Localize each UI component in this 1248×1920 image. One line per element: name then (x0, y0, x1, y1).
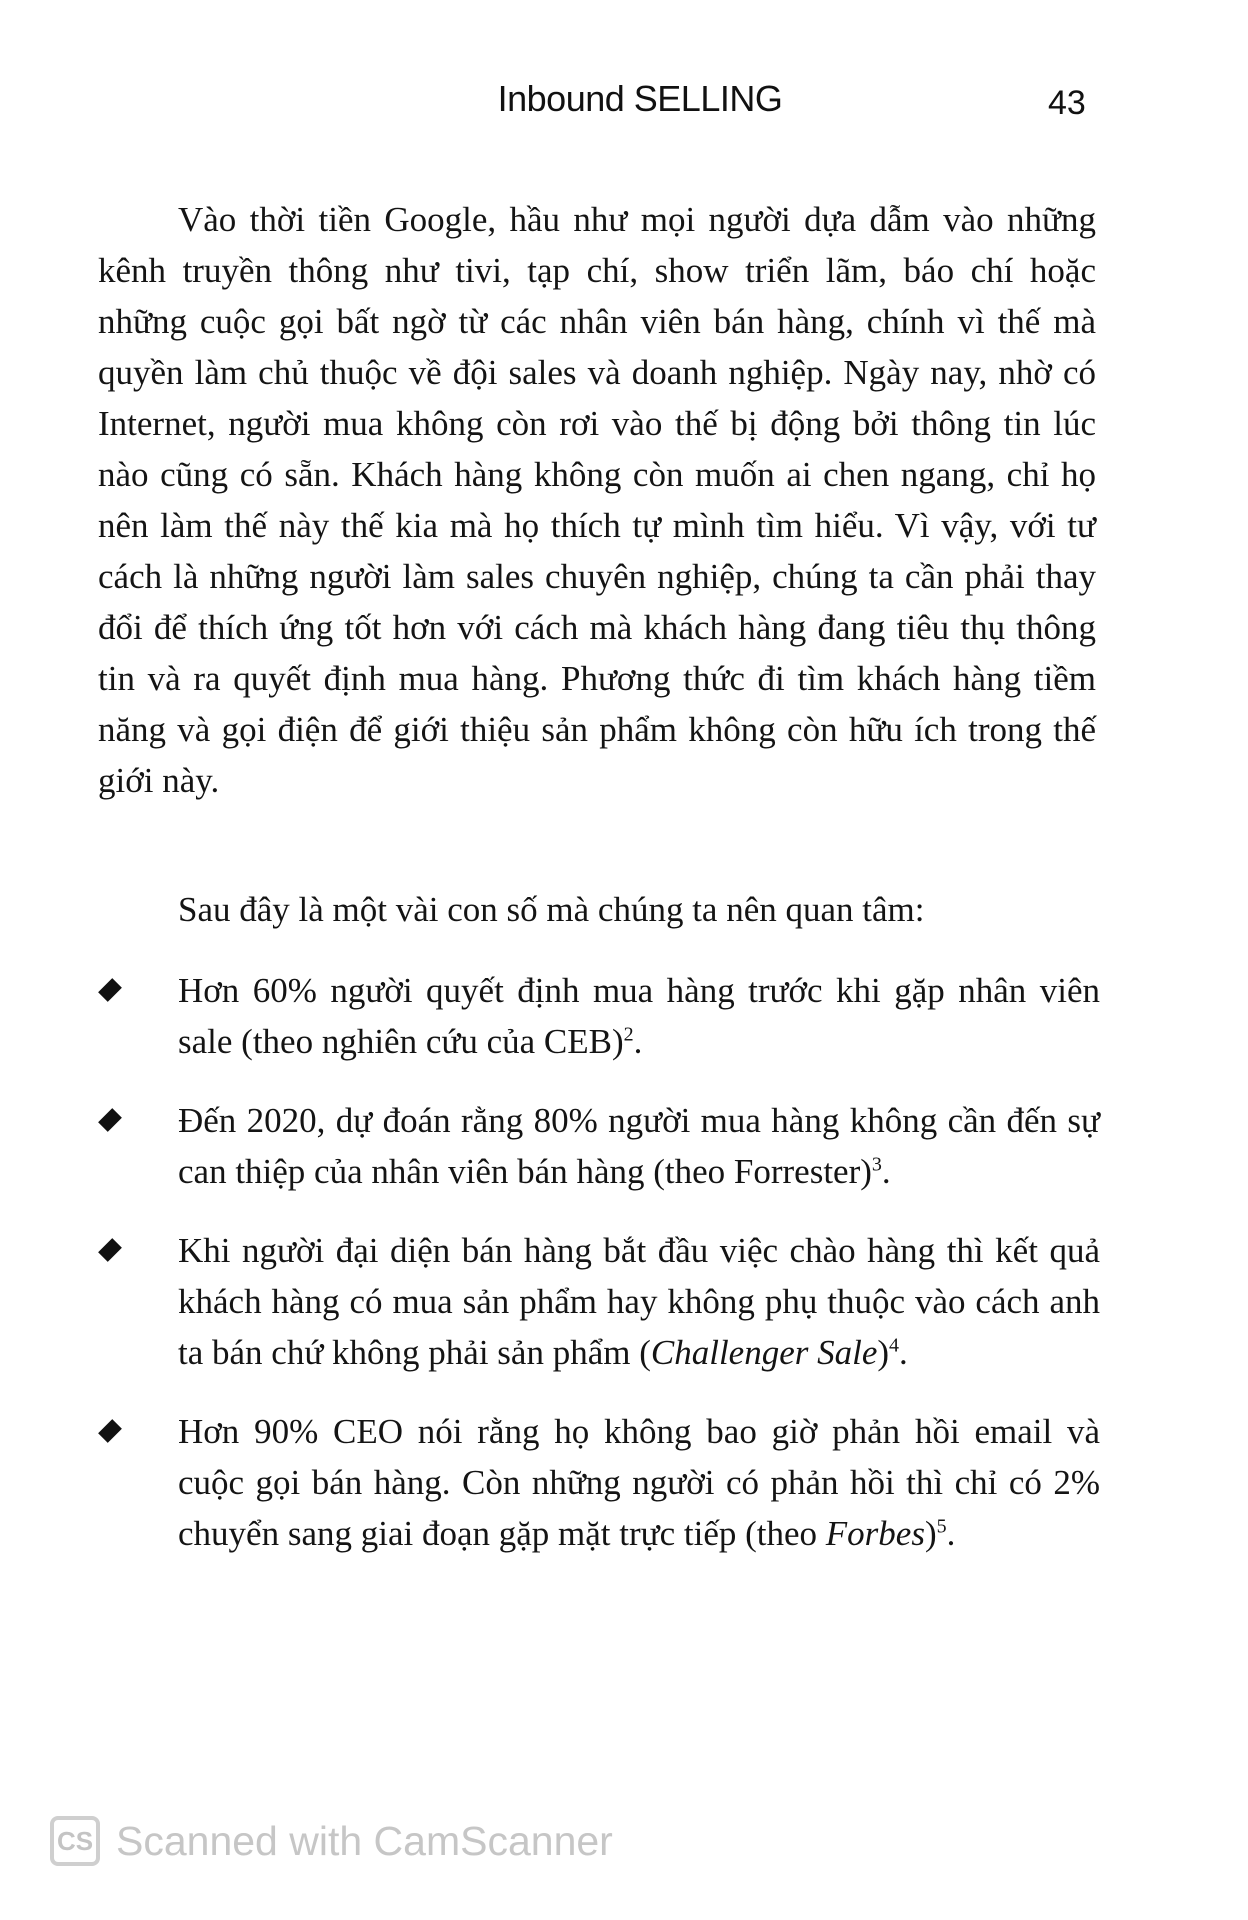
diamond-bullet-icon (98, 1419, 122, 1443)
source-title: Challenger Sale (650, 1333, 878, 1372)
list-item-end: . (899, 1333, 908, 1372)
source-title: Forbes (825, 1514, 925, 1553)
footnote-marker: 3 (871, 1153, 882, 1176)
list-item-end: . (633, 1022, 643, 1061)
list-item-end: . (881, 1152, 891, 1191)
statistics-list (98, 965, 1100, 1587)
running-header-title: Inbound SELLING (497, 78, 783, 119)
footnote-marker: 2 (623, 1023, 634, 1046)
diamond-bullet-icon (98, 1238, 122, 1262)
footnote-marker: 5 (936, 1515, 947, 1538)
closing-paren: ) (924, 1514, 937, 1553)
list-intro-paragraph: Sau đây là một vài con số mà chúng ta nên quan tâm: (178, 890, 925, 929)
list-item-text: Đến 2020, dự đoán rằng 80% người mua hàng không cần đến sự can thiệp của nhân viên bán hàng (theo Forrester) (178, 1101, 1100, 1191)
list-item (98, 965, 1100, 1067)
list-item-text: Hơn 60% người quyết định mua hàng trước khi gặp nhân viên sale (theo nghiên cứu của CEB) (178, 971, 1100, 1061)
list-item (98, 1095, 1100, 1197)
footnote-marker: 4 (889, 1334, 900, 1357)
list-item (98, 1225, 1100, 1378)
diamond-bullet-icon (98, 978, 122, 1002)
camscanner-logo-icon: CS (50, 1816, 100, 1866)
page-number: 43 (1048, 84, 1086, 122)
list-item-text: Khi người đại diện bán hàng bắt đầu việc chào hàng thì kết quả khách hàng có mua sản phẩm hay không phụ thuộc vào cách anh ta bán chứ không phải sản phẩm ( (178, 1231, 1100, 1372)
list-item (98, 1406, 1100, 1559)
list-item-text: Hơn 90% CEO nói rằng họ không bao giờ phản hồi email và cuộc gọi bán hàng. Còn những người có phản hồi thì chỉ có 2% chuyển sang giai đoạn gặp mặt trực tiếp (theo (178, 1412, 1100, 1553)
watermark-text: Scanned with CamScanner (116, 1817, 613, 1864)
list-item-end: . (946, 1514, 956, 1553)
closing-paren: ) (877, 1333, 890, 1372)
intro-paragraph: Vào thời tiền Google, hầu như mọi người dựa dẫm vào những kênh truyền thông như tivi, tạp chí, show triển lãm, báo chí hoặc những cuộc gọi bất ngờ từ các nhân viên bán hàng, chính vì thế mà quyền làm chủ thuộc về đội sales và doanh nghiệp. Ngày nay, nhờ có Internet, người mua không còn rơi vào thế bị động bởi thông tin lúc nào cũng có sẵn. Khách hàng không còn muốn ai chen ngang, chỉ họ nên làm thế này thế kia mà họ thích tự mình tìm hiểu. Vì vậy, với tư cách là những người làm sales chuyên nghiệp, chúng ta cần phải thay đổi để thích ứng tốt hơn với cách mà khách hàng đang tiêu thụ thông tin và ra quyết định mua hàng. Phương thức đi tìm khách hàng tiềm năng và gọi điện để giới thiệu sản phẩm không còn hữu ích trong thế giới này. (98, 200, 1096, 800)
camscanner-watermark (50, 1816, 613, 1866)
diamond-bullet-icon (98, 1108, 122, 1132)
